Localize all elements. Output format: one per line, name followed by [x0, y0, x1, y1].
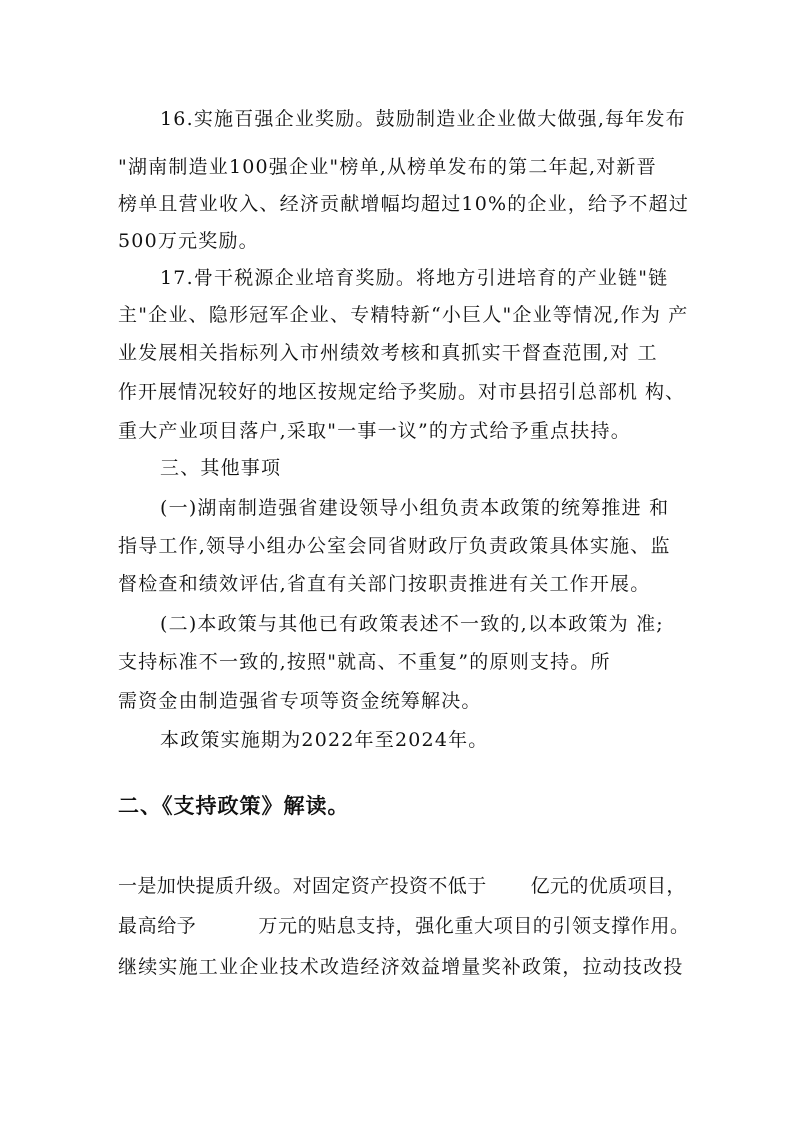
- text-fragment: 一是加快提质升级。对固定资产投资不低于: [118, 875, 487, 897]
- text-line: [118, 914, 690, 938]
- text-line: (二)本政策与其他已有政策表述不一致的,以本政策为 准;: [160, 613, 664, 635]
- text-fragment: 最高给予: [118, 915, 197, 937]
- text-line: 16.实施百强企业奖励。鼓励制造业企业做大做强,每年发布: [160, 108, 686, 130]
- text-line: 作开展情况较好的地区按规定给予奖励。对市县招引总部机 构、: [118, 381, 686, 403]
- text-line: (一)湖南制造强省建设领导小组负责本政策的统筹推进 和: [160, 497, 670, 519]
- text-line: 17.骨干税源企业培育奖励。将地方引进培育的产业链"链: [160, 267, 669, 289]
- text-fragment: 亿元的优质项目，: [530, 875, 686, 897]
- subsection-title: 三、其他事项: [160, 457, 282, 479]
- text-line: [118, 874, 686, 898]
- text-line: "湖南制造业100强企业"榜单,从榜单发布的第二年起,对新晋: [118, 156, 657, 178]
- text-line: 重大产业项目落户,采取"一事一议”的方式给予重点扶持。: [118, 420, 631, 442]
- text-line: 榜单且营业收入、经济贡献增幅均超过10%的企业，给予不超过: [118, 193, 690, 215]
- text-line: 支持标准不一致的,按照"就高、不重复”的原则支持。所: [118, 651, 611, 673]
- text-line: 督检查和绩效评估,省直有关部门按职责推进有关工作开展。: [118, 573, 651, 595]
- text-fragment: 万元的贴息支持，强化重大项目的引领支撑作用。: [258, 915, 690, 937]
- text-line: 500万元奖励。: [118, 230, 259, 252]
- text-line: 继续实施工业企业技术改造经济效益增量奖补政策，拉动技改投: [118, 956, 684, 978]
- text-line: 业发展相关指标列入市州绩效考核和真抓实干督查范围,对 工: [118, 342, 658, 364]
- text-line: 主"企业、隐形冠军企业、专精特新“小巨人"企业等情况,作为 产: [118, 304, 689, 326]
- section-heading: 二、《支持政策》解读。: [118, 794, 350, 818]
- text-line: 需资金由制造强省专项等资金统筹解决。: [118, 690, 482, 712]
- text-line: 本政策实施期为2022年至2024年。: [160, 729, 489, 751]
- text-line: 指导工作,领导小组办公室会同省财政厅负责政策具体实施、监: [118, 535, 671, 557]
